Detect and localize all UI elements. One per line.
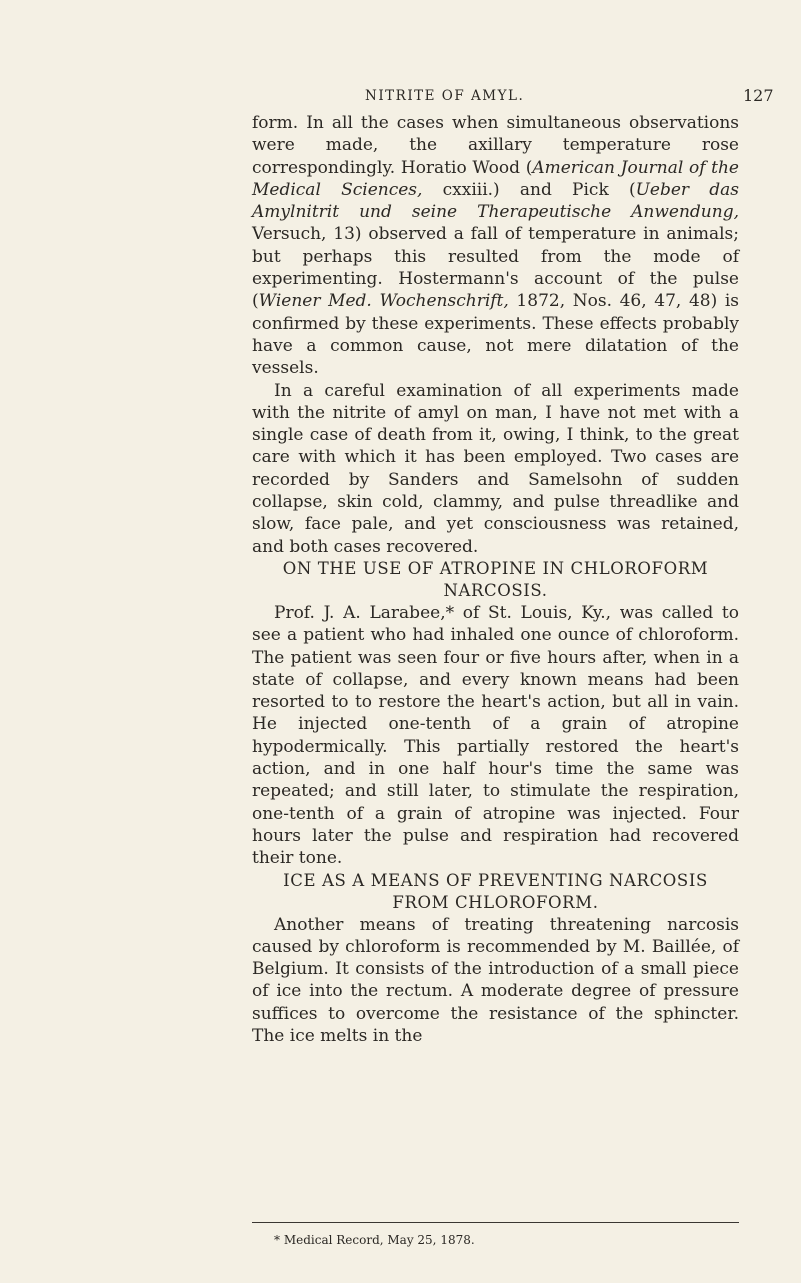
footnote: * Medical Record, May 25, 1878. (274, 1233, 475, 1247)
page-number: 127 (743, 86, 774, 105)
continuation-text-2: cxxiii.) and Pick ( (422, 179, 636, 200)
paragraph-ice: Another means of treating threatening narcosis caused by chloroform is recommended by M. Baillée, of Belgium. It consists of the introduction of a small piece of ice into the rectum. A moderate degree of pressure suffices to overcome the resistance of the sphincter. The ice melts in the (252, 914, 739, 1046)
running-title: NITRITE OF AMYL. (365, 88, 525, 104)
body-text (252, 112, 739, 1047)
journal-citation-1: American Journal of the Medical Sciences, (252, 157, 739, 200)
paragraph-atropine: Prof. J. A. Larabee,* of St. Louis, Ky., was called to see a patient who had inhaled one ounce of chloroform. The patient was seen four or five hours after, when in a state of collapse, and every known means had been resorted to to restore the heart's action, but all in vain. He injected one-tenth of a grain of atropine hypodermically. This partially restored the heart's action, and in one half hour's time the same was repeated; and still later, to stimulate the respiration, one-tenth of a grain of atropine was injected. Four hours later the pulse and respiration had recovered their tone. (252, 602, 739, 869)
continuation-text-1: form. In all the cases when simultaneous observations were made, the axillary temperature rose correspondingly. Horatio Wood ( (252, 113, 739, 178)
footnote-divider (252, 1222, 739, 1223)
paragraph-nitrite-safety: In a careful examination of all experiments made with the nitrite of amyl on man, I have not met with a single case of death from it, owing, I think, to the great care with which it has been employed. Two cases are recorded by Sanders and Samelsohn of sudden collapse, skin cold, clammy, and pulse threadlike and slow, face pale, and yet consciousness was retained, and both cases recovered. (252, 380, 739, 557)
continuation-paragraph (252, 112, 739, 380)
continuation-text-4: 1872, Nos. 46, 47, 48) is confirmed by these experiments. These effects probably have a common cause, not mere dilatation of the vessels. (252, 291, 740, 379)
running-header (0, 88, 801, 108)
continuation-text-3: Versuch, 13) observed a fall of temperature in animals; but perhaps this resulted from the mode of experimenting. Hostermann's account of the pulse ( (252, 224, 739, 312)
section-heading-ice: ICE AS A MEANS OF PREVENTING NARCOSIS FROM CHLOROFORM. (283, 870, 708, 912)
section-heading-atropine: ON THE USE OF ATROPINE IN CHLOROFORM NARCOSIS. (282, 558, 709, 600)
journal-citation-2: Wiener Med. Wochenschrift, (258, 291, 509, 312)
book-citation: Ueber das Amylnitrit und seine Therapeutische Anwendung, (252, 179, 739, 223)
